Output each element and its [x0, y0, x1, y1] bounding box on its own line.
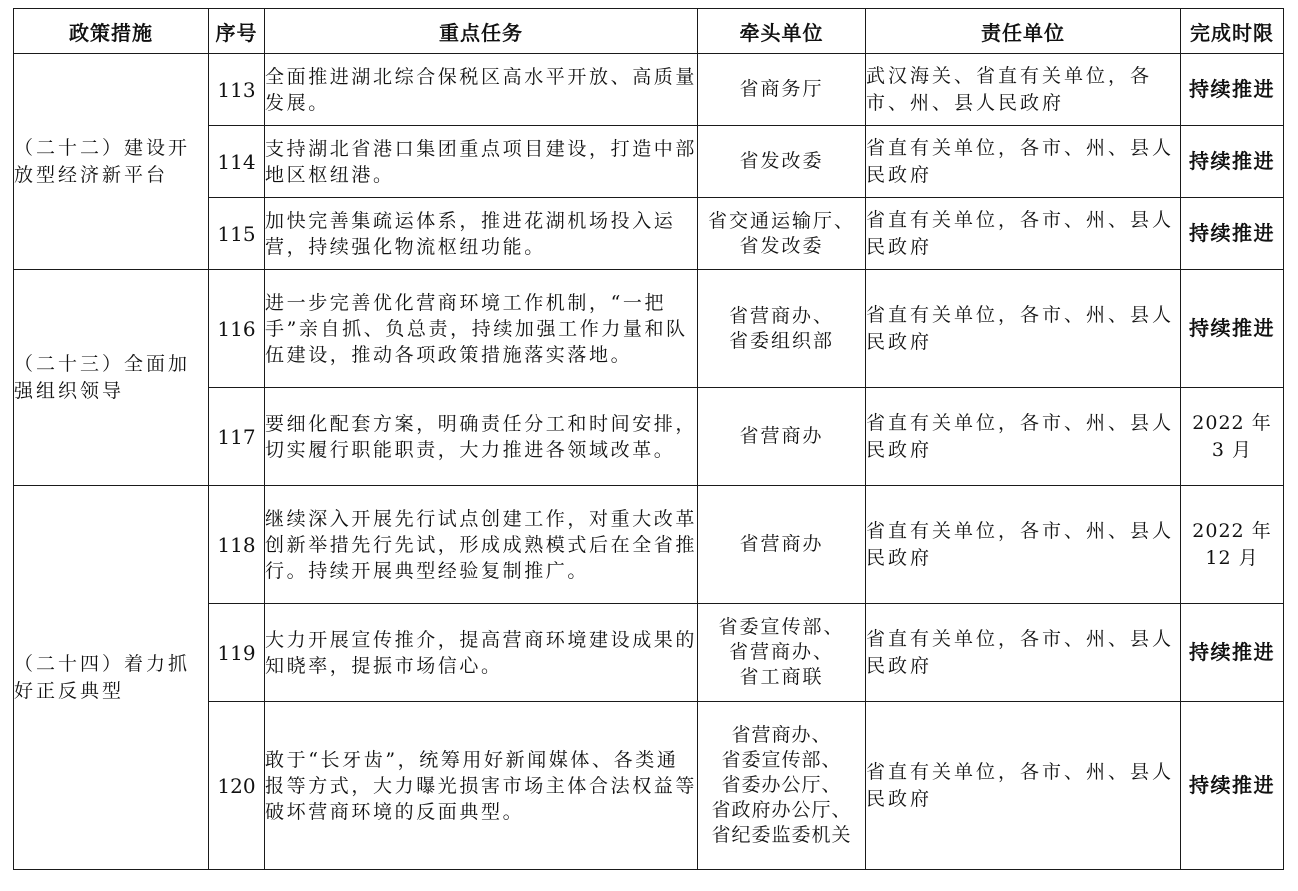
header-responsible-unit: 责任单位 — [866, 9, 1181, 54]
lead-unit-line: 省委宣传部、 — [721, 749, 842, 771]
task-cell: 要细化配套方案，明确责任分工和时间安排，切实履行职能职责，大力推进各领域改革。 — [265, 388, 698, 486]
lead-unit-line: 省委宣传部、 — [718, 616, 845, 638]
policy-table-sheet — [13, 8, 1283, 870]
task-cell: 加快完善集疏运体系，推进花湖机场投入运营，持续强化物流枢纽功能。 — [265, 198, 698, 270]
lead-unit-cell — [698, 54, 866, 126]
policy-measure-cell: （二十三）全面加强组织领导 — [14, 270, 209, 486]
deadline-cell: 2022 年 3 月 — [1181, 388, 1284, 486]
seq-cell: 116 — [209, 270, 265, 388]
lead-unit-line: 省营商办 — [739, 425, 824, 447]
seq-cell: 118 — [209, 486, 265, 604]
lead-unit-line: 省营商办、 — [731, 724, 832, 746]
header-deadline: 完成时限 — [1181, 9, 1284, 54]
lead-unit-line: 省委办公厅、 — [721, 774, 842, 796]
lead-unit-line: 省纪委监委机关 — [711, 824, 852, 846]
deadline-cell: 持续推进 — [1181, 270, 1284, 388]
lead-unit-line: 省委组织部 — [728, 329, 834, 352]
table-row — [14, 54, 1284, 126]
task-cell: 全面推进湖北综合保税区高水平开放、高质量发展。 — [265, 54, 698, 126]
lead-unit-cell — [698, 702, 866, 870]
lead-unit-cell — [698, 604, 866, 702]
deadline-cell: 2022 年 12 月 — [1181, 486, 1284, 604]
task-cell: 支持湖北省港口集团重点项目建设，打造中部地区枢纽港。 — [265, 126, 698, 198]
policy-task-table — [13, 8, 1284, 870]
lead-unit-line: 省发改委 — [739, 150, 824, 172]
lead-unit-cell — [698, 270, 866, 388]
responsible-unit-cell: 省直有关单位，各市、州、县人民政府 — [866, 702, 1181, 870]
header-lead-unit: 牵头单位 — [698, 9, 866, 54]
responsible-unit-cell: 省直有关单位，各市、州、县人民政府 — [866, 198, 1181, 270]
seq-cell: 114 — [209, 126, 265, 198]
deadline-cell: 持续推进 — [1181, 604, 1284, 702]
policy-measure-cell: （二十四）着力抓好正反典型 — [14, 486, 209, 870]
responsible-unit-cell: 省直有关单位，各市、州、县人民政府 — [866, 388, 1181, 486]
header-seq-number: 序号 — [209, 9, 265, 54]
header-key-task: 重点任务 — [265, 9, 698, 54]
lead-unit-line: 省营商办、 — [728, 304, 834, 327]
lead-unit-line: 省商务厅 — [739, 78, 824, 100]
responsible-unit-cell: 省直有关单位，各市、州、县人民政府 — [866, 270, 1181, 388]
header-row — [14, 9, 1284, 54]
responsible-unit-cell: 武汉海关、省直有关单位，各市、州、县人民政府 — [866, 54, 1181, 126]
lead-unit-cell — [698, 388, 866, 486]
lead-unit-line: 省交通运输厅、 — [707, 209, 855, 232]
responsible-unit-cell: 省直有关单位，各市、州、县人民政府 — [866, 126, 1181, 198]
task-cell: 继续深入开展先行试点创建工作，对重大改革创新举措先行先试，形成成熟模式后在全省推行。持续开展典型经验复制推广。 — [265, 486, 698, 604]
lead-unit-line: 省营商办 — [739, 533, 824, 555]
seq-cell: 115 — [209, 198, 265, 270]
seq-cell: 120 — [209, 702, 265, 870]
deadline-cell: 持续推进 — [1181, 54, 1284, 126]
lead-unit-line: 省工商联 — [739, 666, 824, 688]
responsible-unit-cell: 省直有关单位，各市、州、县人民政府 — [866, 486, 1181, 604]
task-cell: 进一步完善优化营商环境工作机制，“一把手”亲自抓、负总责，持续加强工作力量和队伍建设，推动各项政策措施落实落地。 — [265, 270, 698, 388]
table-row — [14, 486, 1284, 604]
task-cell: 大力开展宣传推介，提高营商环境建设成果的知晓率，提振市场信心。 — [265, 604, 698, 702]
header-policy-measure: 政策措施 — [14, 9, 209, 54]
lead-unit-line: 省营商办、 — [728, 641, 834, 663]
seq-cell: 119 — [209, 604, 265, 702]
deadline-cell: 持续推进 — [1181, 126, 1284, 198]
lead-unit-line: 省发改委 — [739, 234, 824, 257]
lead-unit-cell — [698, 126, 866, 198]
seq-cell: 117 — [209, 388, 265, 486]
seq-cell: 113 — [209, 54, 265, 126]
lead-unit-cell — [698, 198, 866, 270]
deadline-cell: 持续推进 — [1181, 702, 1284, 870]
responsible-unit-cell: 省直有关单位，各市、州、县人民政府 — [866, 604, 1181, 702]
lead-unit-line: 省政府办公厅、 — [711, 799, 852, 821]
task-cell: 敢于“长牙齿”，统筹用好新闻媒体、各类通报等方式，大力曝光损害市场主体合法权益等破坏营商环境的反面典型。 — [265, 702, 698, 870]
lead-unit-cell — [698, 486, 866, 604]
policy-measure-cell: （二十二）建设开放型经济新平台 — [14, 54, 209, 270]
table-row — [14, 270, 1284, 388]
deadline-cell: 持续推进 — [1181, 198, 1284, 270]
